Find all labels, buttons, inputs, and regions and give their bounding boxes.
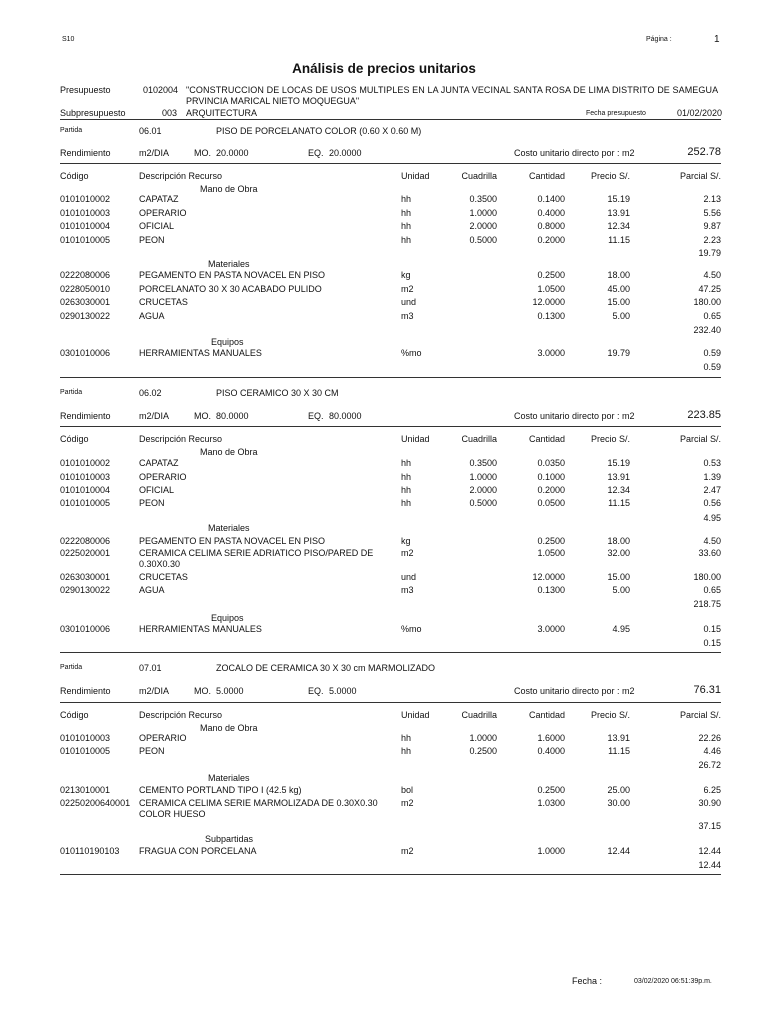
resource-precio: 30.00 xyxy=(607,798,630,808)
resource-precio: 11.15 xyxy=(608,746,630,756)
resource-unit: %mo xyxy=(401,348,422,358)
resource-description: PEON xyxy=(139,235,165,245)
resource-cantidad: 0.2000 xyxy=(537,485,565,495)
resource-row xyxy=(60,458,721,471)
resource-description: CAPATAZ xyxy=(139,458,179,468)
resource-row xyxy=(60,472,721,485)
resource-unit: m2 xyxy=(401,798,414,808)
resource-unit: kg xyxy=(401,536,411,546)
rendimiento-divider xyxy=(60,702,721,703)
resource-cuadrilla: 2.0000 xyxy=(469,221,497,231)
resource-code: 0225020001 xyxy=(60,548,111,558)
partida-label: Partida xyxy=(60,127,83,134)
presupuesto-label: Presupuesto xyxy=(60,85,111,95)
category-label: Materiales xyxy=(208,523,250,533)
category-label: Subpartidas xyxy=(205,834,254,844)
resource-description: CAPATAZ xyxy=(139,194,179,204)
eq-value: 80.0000 xyxy=(329,411,362,421)
resource-unit: und xyxy=(401,297,417,307)
costo-unitario-value: 76.31 xyxy=(693,684,721,696)
resource-description: PEGAMENTO EN PASTA NOVACEL EN PISO xyxy=(139,536,326,546)
group-subtotal: 37.15 xyxy=(698,821,721,831)
resource-row xyxy=(60,235,721,248)
resource-parcial: 0.65 xyxy=(703,585,721,595)
category-label: Materiales xyxy=(208,259,250,269)
resource-row xyxy=(60,297,721,310)
resource-cuadrilla: 1.0000 xyxy=(469,208,497,218)
partida-code: 06.02 xyxy=(139,388,162,398)
resource-description: PEGAMENTO EN PASTA NOVACEL EN PISO xyxy=(139,270,326,280)
rendimiento-divider xyxy=(60,426,721,427)
resource-code: 0222080006 xyxy=(60,536,111,546)
col-codigo: Código xyxy=(60,171,89,181)
partida-code: 06.01 xyxy=(139,126,162,136)
resource-precio: 15.00 xyxy=(607,297,630,307)
resource-unit: hh xyxy=(401,733,412,743)
page-label: Página : xyxy=(646,36,672,43)
col-precio: Precio S/. xyxy=(590,710,630,720)
resource-parcial: 4.50 xyxy=(703,270,721,280)
eq-value: 20.0000 xyxy=(329,148,362,158)
resource-precio: 19.79 xyxy=(607,348,630,358)
rendimiento-unit: m2/DIA xyxy=(139,686,170,696)
resource-code: 0290130022 xyxy=(60,311,111,321)
resource-unit: hh xyxy=(401,194,412,204)
resource-code: 0101010005 xyxy=(60,498,111,508)
resource-row xyxy=(60,221,721,234)
rendimiento-label: Rendimiento xyxy=(60,686,111,696)
resource-cantidad: 3.0000 xyxy=(537,348,565,358)
resource-description: OPERARIO xyxy=(139,733,187,743)
resource-parcial: 2.23 xyxy=(703,235,721,245)
resource-cantidad: 3.0000 xyxy=(537,624,565,634)
eq-label: EQ. xyxy=(308,148,324,158)
resource-description: OFICIAL xyxy=(139,221,175,231)
page-title: Análisis de precios unitarios xyxy=(292,61,476,76)
resource-cuadrilla: 1.0000 xyxy=(469,733,497,743)
resource-cuadrilla: 0.5000 xyxy=(469,235,497,245)
group-subtotal: 232.40 xyxy=(693,325,721,335)
resource-cantidad: 0.1000 xyxy=(537,472,565,482)
resource-cantidad: 0.0350 xyxy=(537,458,565,468)
category-label: Mano de Obra xyxy=(200,184,258,194)
resource-code: 010110190103 xyxy=(60,846,120,856)
resource-cantidad: 1.0500 xyxy=(537,548,565,558)
resource-description: HERRAMIENTAS MANUALES xyxy=(139,348,262,358)
resource-parcial: 6.25 xyxy=(703,785,721,795)
resource-precio: 32.00 xyxy=(607,548,630,558)
resource-cuadrilla: 2.0000 xyxy=(469,485,497,495)
resource-cantidad: 0.8000 xyxy=(537,221,565,231)
fecha-presupuesto-label: Fecha presupuesto xyxy=(586,110,646,117)
resource-description: CRUCETAS xyxy=(139,572,188,582)
group-subtotal: 218.75 xyxy=(693,599,721,609)
resource-code: 0101010003 xyxy=(60,733,111,743)
resource-row xyxy=(60,548,721,569)
resource-code: 0101010003 xyxy=(60,472,111,482)
mo-label: MO. xyxy=(194,686,211,696)
resource-code: 02250200640001 xyxy=(60,798,131,808)
rendimiento-label: Rendimiento xyxy=(60,411,111,421)
resource-precio: 15.00 xyxy=(607,572,630,582)
resource-unit: m3 xyxy=(401,311,414,321)
resource-description: HERRAMIENTAS MANUALES xyxy=(139,624,262,634)
resource-cuadrilla: 0.3500 xyxy=(469,458,497,468)
resource-precio: 18.00 xyxy=(607,536,630,546)
resource-row xyxy=(60,485,721,498)
resource-precio: 25.00 xyxy=(607,785,630,795)
partida-name: PISO DE PORCELANATO COLOR (0.60 X 0.60 M) xyxy=(216,126,422,136)
resource-unit: hh xyxy=(401,221,412,231)
resource-code: 0290130022 xyxy=(60,585,111,595)
resource-unit: hh xyxy=(401,746,412,756)
resource-unit: m2 xyxy=(401,284,414,294)
group-subtotal: 19.79 xyxy=(698,248,721,258)
column-header-row xyxy=(60,434,721,447)
resource-description: CERAMICA CELIMA SERIE ADRIATICO PISO/PARED DE 0.30X0.30 xyxy=(139,548,374,569)
page-number: 1 xyxy=(714,34,720,45)
partida-end-divider xyxy=(60,377,721,378)
resource-row xyxy=(60,498,721,511)
eq-value: 5.0000 xyxy=(329,686,357,696)
category-label: Mano de Obra xyxy=(200,723,258,733)
resource-cantidad: 0.4000 xyxy=(537,208,565,218)
resource-row xyxy=(60,733,721,746)
col-cuadrilla: Cuadrilla xyxy=(461,710,497,720)
resource-unit: hh xyxy=(401,498,412,508)
resource-parcial: 180.00 xyxy=(693,572,721,582)
resource-precio: 13.91 xyxy=(607,208,630,218)
partida-end-divider xyxy=(60,874,721,875)
resource-parcial: 0.65 xyxy=(703,311,721,321)
resource-cantidad: 0.1300 xyxy=(537,585,565,595)
presupuesto-description-line1: "CONSTRUCCION DE LOCAS DE USOS MULTIPLES EN LA JUNTA VECINAL SANTA ROSA DE LIMA DISTRITO DE SAMEGUA xyxy=(186,85,719,95)
resource-code: 0101010002 xyxy=(60,458,111,468)
resource-unit: hh xyxy=(401,485,412,495)
col-cantidad: Cantidad xyxy=(528,171,565,181)
resource-cantidad: 1.0500 xyxy=(537,284,565,294)
col-descripcion: Descripción Recurso xyxy=(139,171,223,181)
partida-end-divider xyxy=(60,652,721,653)
resource-precio: 11.15 xyxy=(608,235,630,245)
resource-cantidad: 0.4000 xyxy=(537,746,565,756)
resource-unit: hh xyxy=(401,235,412,245)
col-precio: Precio S/. xyxy=(590,434,630,444)
resource-description: PEON xyxy=(139,498,165,508)
col-descripcion: Descripción Recurso xyxy=(139,710,223,720)
mo-value: 80.0000 xyxy=(216,411,249,421)
resource-parcial: 0.56 xyxy=(703,498,721,508)
resource-parcial: 0.15 xyxy=(703,624,721,634)
rendimiento-label: Rendimiento xyxy=(60,148,111,158)
col-descripcion: Descripción Recurso xyxy=(139,434,223,444)
resource-parcial: 180.00 xyxy=(693,297,721,307)
partida-name: ZOCALO DE CERAMICA 30 X 30 cm MARMOLIZADO xyxy=(216,663,436,673)
category-label: Equipos xyxy=(211,613,244,623)
mo-value: 5.0000 xyxy=(216,686,244,696)
col-codigo: Código xyxy=(60,710,89,720)
resource-unit: hh xyxy=(401,208,412,218)
resource-cantidad: 0.2500 xyxy=(537,270,565,280)
resource-cantidad: 0.2500 xyxy=(537,785,565,795)
col-parcial: Parcial S/. xyxy=(679,171,721,181)
resource-cantidad: 0.1300 xyxy=(537,311,565,321)
resource-code: 0101010002 xyxy=(60,194,111,204)
col-parcial: Parcial S/. xyxy=(679,434,721,444)
col-unidad: Unidad xyxy=(401,171,430,181)
resource-cantidad: 0.2000 xyxy=(537,235,565,245)
presupuesto-code: 0102004 xyxy=(143,85,179,95)
resource-unit: %mo xyxy=(401,624,422,634)
resource-cuadrilla: 0.3500 xyxy=(469,194,497,204)
col-codigo: Código xyxy=(60,434,89,444)
resource-parcial: 33.60 xyxy=(698,548,721,558)
column-header-row xyxy=(60,171,721,184)
col-unidad: Unidad xyxy=(401,434,430,444)
resource-parcial: 1.39 xyxy=(703,472,721,482)
resource-code: 0263030001 xyxy=(60,572,111,582)
col-precio: Precio S/. xyxy=(590,171,630,181)
resource-row xyxy=(60,311,721,324)
group-subtotal: 0.15 xyxy=(703,638,721,648)
resource-code: 0101010005 xyxy=(60,235,111,245)
resource-precio: 12.44 xyxy=(607,846,630,856)
resource-row xyxy=(60,208,721,221)
resource-row xyxy=(60,785,721,798)
costo-unitario-value: 223.85 xyxy=(687,409,721,421)
resource-code: 0101010003 xyxy=(60,208,111,218)
resource-row xyxy=(60,572,721,585)
resource-unit: hh xyxy=(401,458,412,468)
resource-parcial: 9.87 xyxy=(703,221,721,231)
resource-code: 0222080006 xyxy=(60,270,111,280)
resource-code: 0228050010 xyxy=(60,284,111,294)
resource-row xyxy=(60,746,721,759)
resource-parcial: 12.44 xyxy=(698,846,721,856)
resource-cantidad: 0.2500 xyxy=(537,536,565,546)
resource-parcial: 5.56 xyxy=(703,208,721,218)
col-unidad: Unidad xyxy=(401,710,430,720)
costo-unitario-label: Costo unitario directo por : m2 xyxy=(514,148,635,158)
partida-label: Partida xyxy=(60,389,83,396)
costo-unitario-value: 252.78 xyxy=(687,146,721,158)
resource-cantidad: 0.0500 xyxy=(537,498,565,508)
resource-cuadrilla: 0.5000 xyxy=(469,498,497,508)
rendimiento-unit: m2/DIA xyxy=(139,148,170,158)
resource-unit: m3 xyxy=(401,585,414,595)
rendimiento-unit: m2/DIA xyxy=(139,411,170,421)
resource-description: PORCELANATO 30 X 30 ACABADO PULIDO xyxy=(139,284,322,294)
footer-fecha-label: Fecha : xyxy=(572,976,603,986)
resource-code: 0301010006 xyxy=(60,348,111,358)
resource-cantidad: 1.0300 xyxy=(537,798,565,808)
resource-cuadrilla: 0.2500 xyxy=(469,746,497,756)
resource-parcial: 0.53 xyxy=(703,458,721,468)
column-header-row xyxy=(60,710,721,723)
subpresupuesto-code: 003 xyxy=(162,108,178,118)
resource-description: AGUA xyxy=(139,311,165,321)
resource-precio: 15.19 xyxy=(607,194,630,204)
mo-label: MO. xyxy=(194,148,211,158)
resource-unit: bol xyxy=(401,785,414,795)
resource-unit: m2 xyxy=(401,548,414,558)
mo-label: MO. xyxy=(194,411,211,421)
resource-cantidad: 12.0000 xyxy=(532,572,565,582)
resource-cantidad: 12.0000 xyxy=(532,297,565,307)
resource-parcial: 4.46 xyxy=(703,746,721,756)
resource-row xyxy=(60,284,721,297)
group-subtotal: 12.44 xyxy=(698,860,721,870)
resource-precio: 13.91 xyxy=(607,472,630,482)
resource-description: FRAGUA CON PORCELANA xyxy=(139,846,257,856)
costo-unitario-label: Costo unitario directo por : m2 xyxy=(514,686,635,696)
group-subtotal: 4.95 xyxy=(703,513,721,523)
resource-unit: hh xyxy=(401,472,412,482)
resource-description: OPERARIO xyxy=(139,472,187,482)
eq-label: EQ. xyxy=(308,686,324,696)
col-cantidad: Cantidad xyxy=(528,710,565,720)
resource-parcial: 0.59 xyxy=(703,348,721,358)
resource-row xyxy=(60,624,721,637)
subpresupuesto-description: ARQUITECTURA xyxy=(186,108,258,118)
col-parcial: Parcial S/. xyxy=(679,710,721,720)
resource-row xyxy=(60,798,721,819)
partida-code: 07.01 xyxy=(139,663,162,673)
resource-description: PEON xyxy=(139,746,165,756)
resource-unit: und xyxy=(401,572,417,582)
presupuesto-description-line2: PRVINCIA MARICAL NIETO MOQUEGUA" xyxy=(186,96,360,106)
resource-row xyxy=(60,348,721,361)
category-label: Mano de Obra xyxy=(200,447,258,457)
resource-code: 0101010004 xyxy=(60,485,111,495)
header-divider xyxy=(60,119,721,120)
resource-precio: 45.00 xyxy=(607,284,630,294)
partida-label: Partida xyxy=(60,664,83,671)
col-cuadrilla: Cuadrilla xyxy=(461,171,497,181)
group-subtotal: 0.59 xyxy=(703,362,721,372)
subpresupuesto-label: Subpresupuesto xyxy=(60,108,126,118)
resource-cantidad: 1.6000 xyxy=(537,733,565,743)
resource-row xyxy=(60,270,721,283)
software-tag: S10 xyxy=(62,36,75,43)
mo-value: 20.0000 xyxy=(216,148,249,158)
resource-code: 0213010001 xyxy=(60,785,111,795)
group-subtotal: 26.72 xyxy=(698,760,721,770)
resource-code: 0101010005 xyxy=(60,746,111,756)
resource-precio: 11.15 xyxy=(608,498,630,508)
resource-parcial: 2.47 xyxy=(703,485,721,495)
fecha-presupuesto-value: 01/02/2020 xyxy=(677,108,723,118)
col-cuadrilla: Cuadrilla xyxy=(461,434,497,444)
resource-parcial: 2.13 xyxy=(703,194,721,204)
resource-cantidad: 0.1400 xyxy=(537,194,565,204)
eq-label: EQ. xyxy=(308,411,324,421)
resource-description: OPERARIO xyxy=(139,208,187,218)
resource-parcial: 47.25 xyxy=(698,284,721,294)
resource-parcial: 30.90 xyxy=(698,798,721,808)
resource-row xyxy=(60,846,721,859)
costo-unitario-label: Costo unitario directo por : m2 xyxy=(514,411,635,421)
resource-precio: 12.34 xyxy=(607,221,630,231)
partida-name: PISO CERAMICO 30 X 30 CM xyxy=(216,388,339,398)
resource-unit: kg xyxy=(401,270,411,280)
resource-precio: 12.34 xyxy=(607,485,630,495)
resource-description: OFICIAL xyxy=(139,485,175,495)
category-label: Equipos xyxy=(211,337,244,347)
resource-code: 0101010004 xyxy=(60,221,111,231)
resource-row xyxy=(60,194,721,207)
resource-cantidad: 1.0000 xyxy=(537,846,565,856)
rendimiento-divider xyxy=(60,163,721,164)
footer-fecha-value: 03/02/2020 06:51:39p.m. xyxy=(634,978,712,985)
resource-cuadrilla: 1.0000 xyxy=(469,472,497,482)
resource-description: CEMENTO PORTLAND TIPO I (42.5 kg) xyxy=(139,785,302,795)
resource-precio: 5.00 xyxy=(612,311,630,321)
resource-code: 0263030001 xyxy=(60,297,111,307)
resource-precio: 4.95 xyxy=(612,624,630,634)
resource-unit: m2 xyxy=(401,846,414,856)
resource-code: 0301010006 xyxy=(60,624,111,634)
resource-parcial: 22.26 xyxy=(698,733,721,743)
resource-precio: 5.00 xyxy=(612,585,630,595)
resource-description: CRUCETAS xyxy=(139,297,188,307)
resource-parcial: 4.50 xyxy=(703,536,721,546)
resource-precio: 15.19 xyxy=(607,458,630,468)
resource-precio: 18.00 xyxy=(607,270,630,280)
resource-description: CERAMICA CELIMA SERIE MARMOLIZADA DE 0.30X0.30 COLOR HUESO xyxy=(139,798,378,819)
resource-row xyxy=(60,585,721,598)
col-cantidad: Cantidad xyxy=(528,434,565,444)
category-label: Materiales xyxy=(208,773,250,783)
resource-precio: 13.91 xyxy=(607,733,630,743)
resource-description: AGUA xyxy=(139,585,165,595)
